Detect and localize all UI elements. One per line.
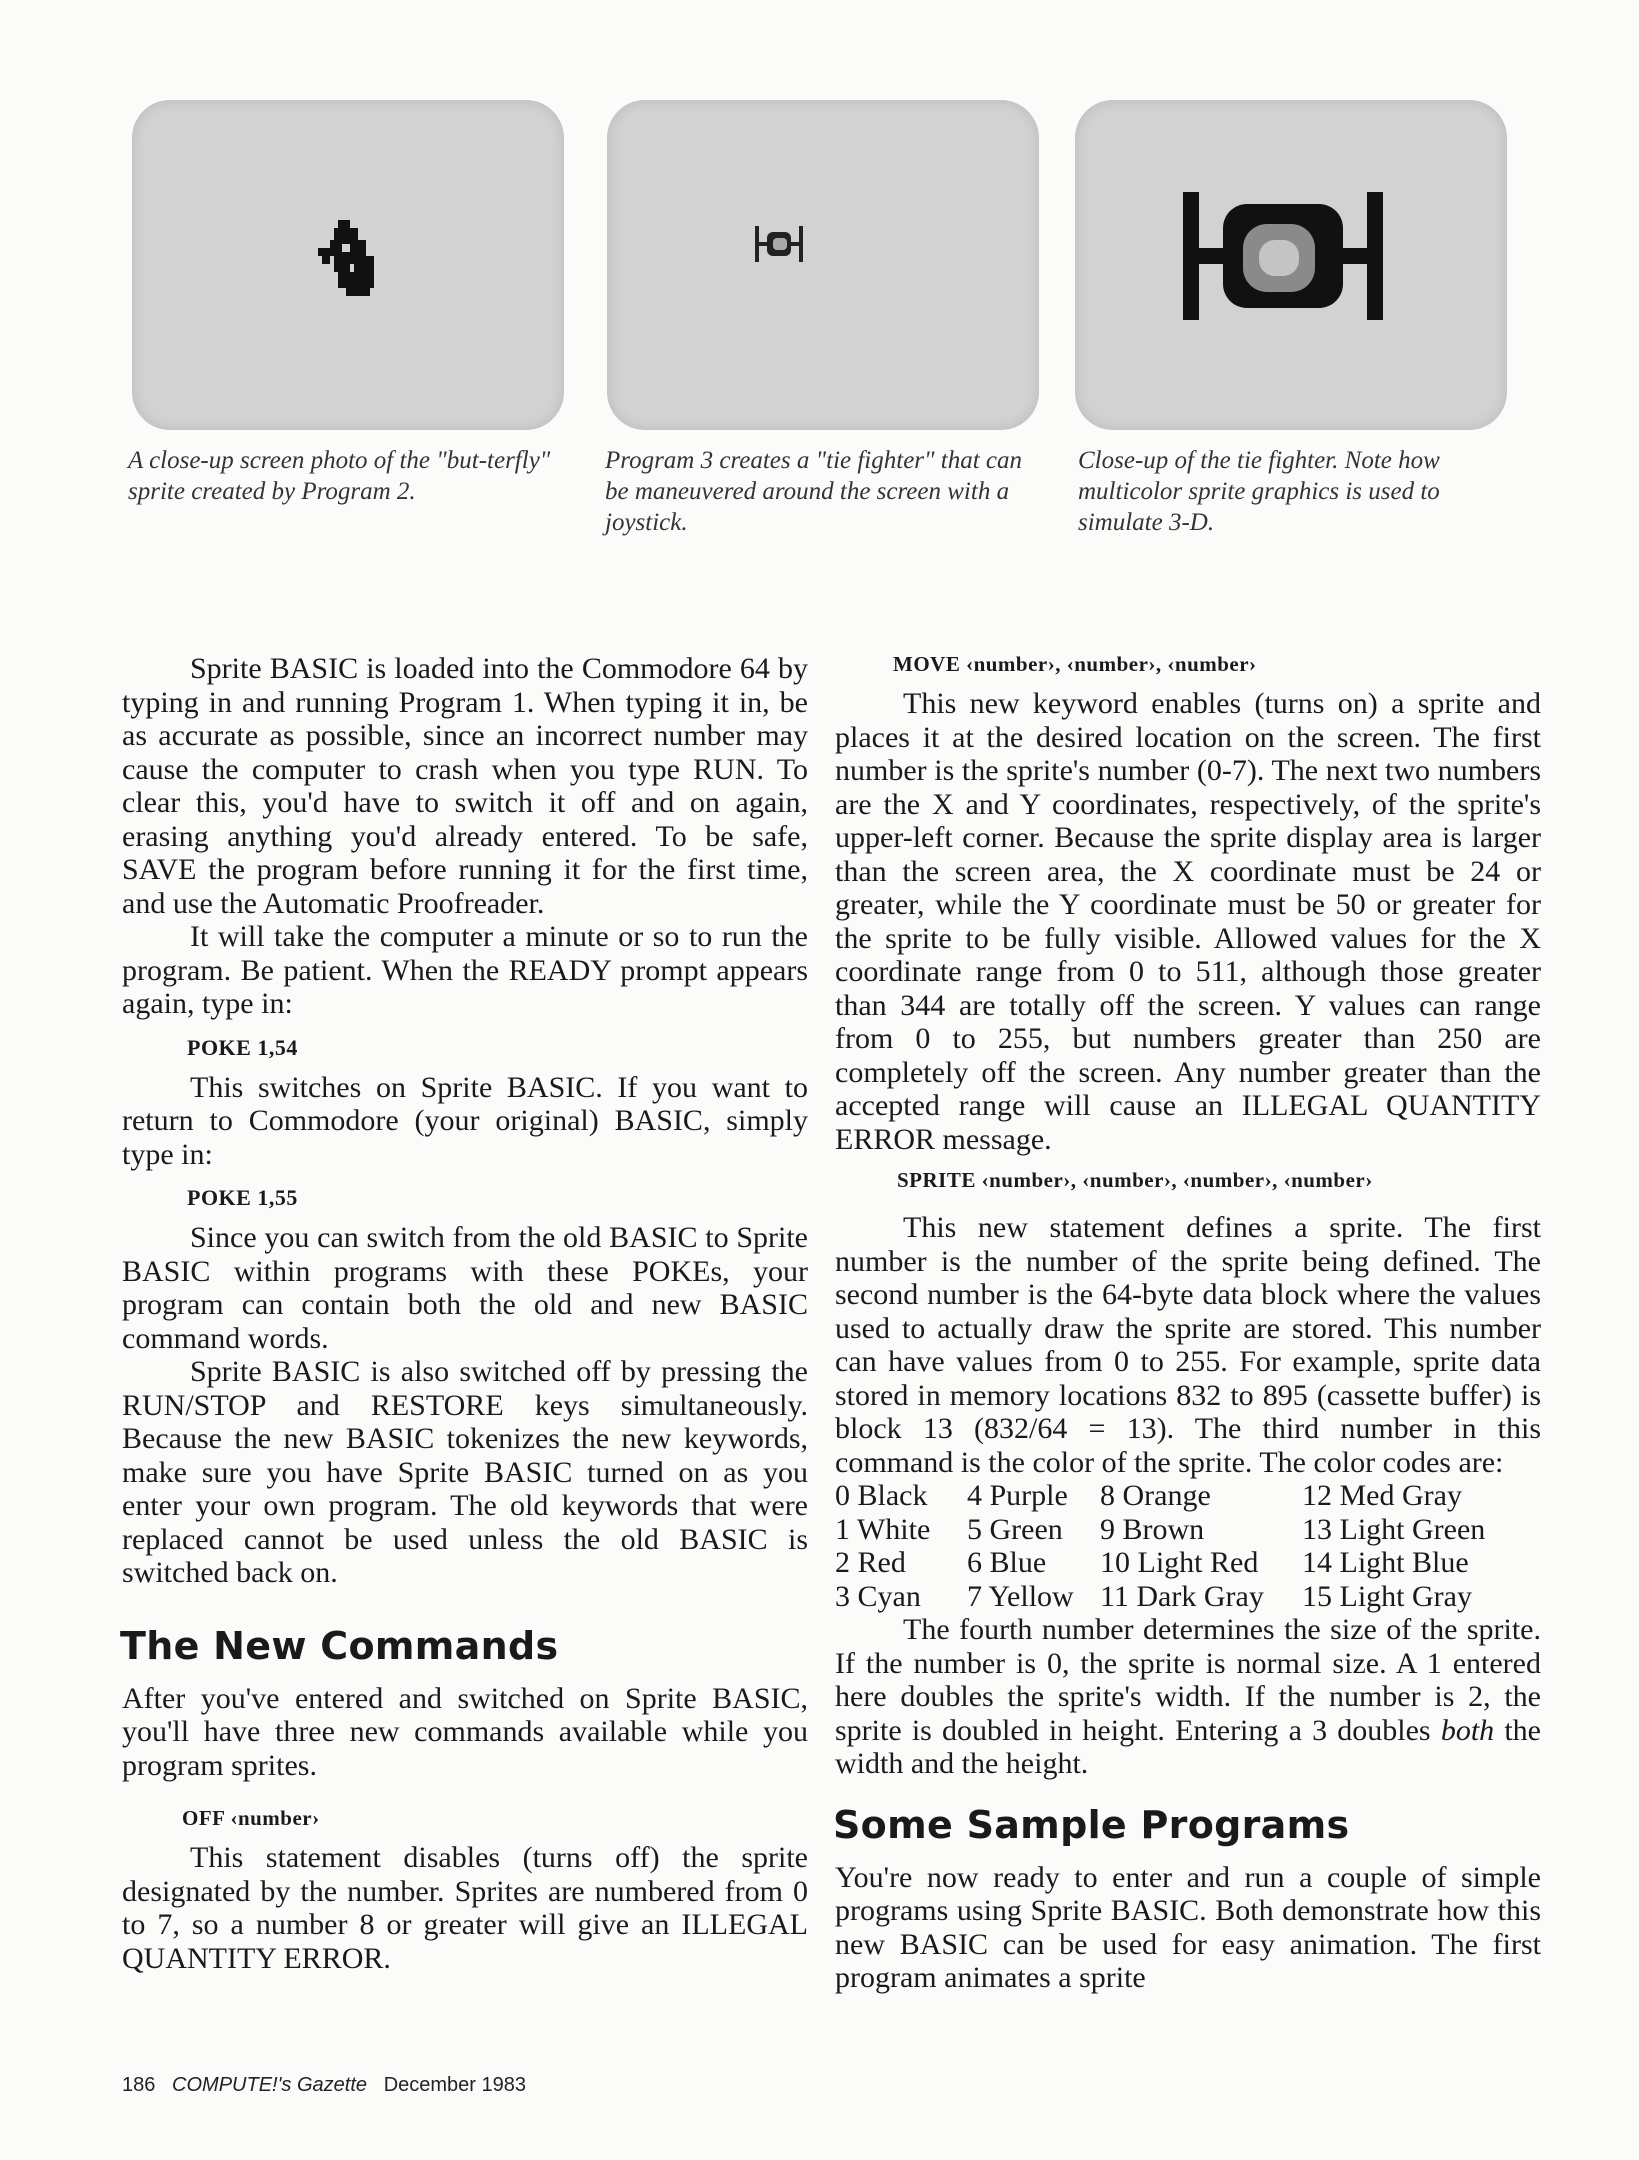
color-code: 1 White	[835, 1512, 931, 1546]
emphasis-text: both	[1440, 1713, 1495, 1747]
butterfly-sprite-image	[314, 220, 378, 300]
tie-fighter-closeup-photo	[1075, 100, 1507, 430]
color-code: 7 Yellow	[967, 1579, 1074, 1613]
command-syntax-sprite: SPRITE ‹number›, ‹number›, ‹number›, ‹number›	[897, 1168, 1373, 1192]
color-code: 13 Light Green	[1302, 1512, 1486, 1546]
paragraph: After you've entered and switched on Sprite BASIC, you'll have three new commands available while you program sprites.	[122, 1681, 808, 1782]
section-heading-sample-programs: Some Sample Programs	[833, 1802, 1350, 1847]
section-heading-new-commands: The New Commands	[120, 1623, 559, 1668]
tie-fighter-sprite-small	[755, 226, 803, 262]
color-code: 14 Light Blue	[1302, 1546, 1469, 1579]
color-code: 5 Green	[967, 1512, 1063, 1546]
color-code: 15 Light Gray	[1302, 1579, 1472, 1613]
command-syntax-move: MOVE ‹number›, ‹number›, ‹number›	[893, 652, 1257, 676]
tie-fighter-sprite-large	[1183, 192, 1383, 320]
paragraph-text: The fourth number determines the size of the sprite. If the number is 0, the sprite is normal size. A 1 entered here doubles the sprite's width. If the number is 2, the sprite is doubled in height. Entering a 3 doubles	[835, 1613, 1541, 1747]
paragraph: This new keyword enables (turns on) a sprite and places it at the desired location on the screen. The first number is the sprite's number (0-7). The next two numbers are the X and Y coordinates, respectively, of the sprite's upper-left corner. Because the sprite display area is larger than the screen area, the X coordinate must be 24 or greater, while the Y coordinate must be 50 or greater for the sprite to be fully visible. Allowed values for the X coordinate range from 0 to 511, although those greater than 344 are totally off the screen. Y values can range from 0 to 255, but numbers greater than 250 are completely off the screen. Any number greater than the accepted range will cause an ILLEGAL QUANTITY ERROR message.	[835, 687, 1541, 1156]
color-code: 9 Brown	[1100, 1512, 1205, 1546]
color-code: 3 Cyan	[835, 1579, 921, 1613]
page-number: 186	[122, 2074, 156, 2096]
paragraph: This switches on Sprite BASIC. If you want to return to Commodore (your original) BASIC, simply type in:	[122, 1070, 808, 1171]
paragraph: Sprite BASIC is also switched off by pressing the RUN/STOP and RESTORE keys simultaneously. Because the new BASIC tokenizes the new keywords, make sure you have Sprite BASIC turned on as you enter your own program. The old keywords that were replaced cannot be used unless the old BASIC is switched back on.	[122, 1355, 808, 1589]
paragraph: You're now ready to enter and run a couple of simple programs using Sprite BASIC. Both demonstrate how this new BASIC can be used for easy animation. The first program animates a sprite	[835, 1860, 1541, 1994]
paragraph-text: the width and the height.	[835, 1713, 1541, 1780]
photo-caption-tie-fighter: Program 3 creates a "tie fighter" that can be maneuvered around the screen with a joystick.	[605, 447, 1023, 536]
right-column	[835, 652, 1541, 1995]
code-line-poke-on: POKE 1,54	[187, 1034, 298, 1060]
photo-caption-closeup: Close-up of the tie fighter. Note how multicolor sprite graphics is used to simulate 3-D.	[1078, 447, 1440, 536]
color-code: 12 Med Gray	[1302, 1479, 1462, 1512]
paragraph: Since you can switch from the old BASIC to Sprite BASIC within programs with these POKEs, your program can contain both the old and new BASIC command words.	[122, 1221, 808, 1355]
color-code: 10 Light Red	[1100, 1546, 1259, 1579]
photo-caption-butterfly: A close-up screen photo of the "but-terfly" sprite created by Program 2.	[128, 447, 551, 505]
color-code: 11 Dark Gray	[1100, 1579, 1264, 1613]
paragraph	[835, 1613, 1541, 1781]
left-column	[122, 652, 808, 1975]
code-line-poke-off: POKE 1,55	[187, 1185, 298, 1210]
color-code-table	[835, 1479, 1541, 1613]
color-code: 4 Purple	[967, 1479, 1068, 1512]
color-code: 0 Black	[835, 1479, 928, 1512]
page-footer	[122, 2074, 526, 2097]
color-code: 6 Blue	[967, 1546, 1047, 1579]
butterfly-screen-photo	[132, 100, 564, 430]
paragraph: Sprite BASIC is loaded into the Commodore 64 by typing in and running Program 1. When typing it in, be as accurate as possible, since an incorrect number may cause the computer to crash when you type RUN. To clear this, you'd have to switch it off and on again, erasing anything you'd already entered. To be safe, SAVE the program before running it for the first time, and use the Automatic Proofreader.	[122, 652, 808, 920]
paragraph: It will take the computer a minute or so to run the program. Be patient. When the READY prompt appears again, type in:	[122, 920, 808, 1020]
paragraph: This statement disables (turns off) the sprite designated by the number. Sprites are numbered from 0 to 7, so a number 8 or greater will give an ILLEGAL QUANTITY ERROR.	[122, 1841, 808, 1975]
command-syntax-off: OFF ‹number›	[182, 1806, 320, 1830]
tie-fighter-screen-photo	[607, 100, 1039, 430]
paragraph: This new statement defines a sprite. The first number is the number of the sprite being defined. The second number is the 64-byte data block where the values used to actually draw the sprite are stored. This number can have values from 0 to 255. For example, sprite data stored in memory locations 832 to 895 (cassette buffer) is block 13 (832/64 = 13). The third number in this command is the color of the sprite. The color codes are:	[835, 1211, 1541, 1479]
issue-date: December 1983	[383, 2074, 527, 2096]
color-code: 8 Orange	[1100, 1479, 1211, 1512]
magazine-title: COMPUTE!'s Gazette	[172, 2074, 368, 2096]
color-code: 2 Red	[835, 1546, 906, 1579]
